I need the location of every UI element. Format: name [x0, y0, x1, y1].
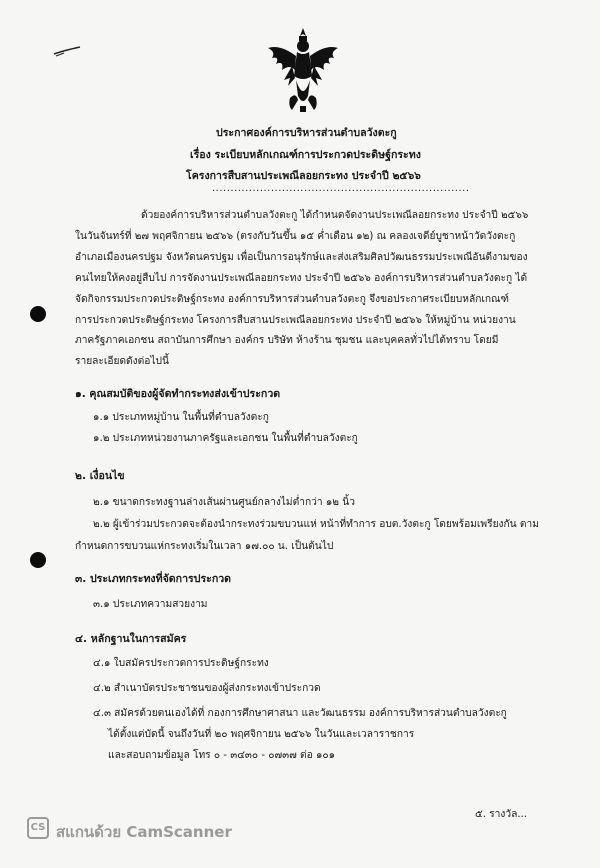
list-item: ๒.๑ ขนาดกระทงฐานล่างเส้นผ่านศูนย์กลางไม่ต่ำกว่า ๑๒ นิ้ว	[93, 497, 355, 508]
list-item: ๔.๒ สำเนาบัตรประชาชนของผู้ส่งกระทงเข้าประกวด	[93, 683, 321, 694]
punch-hole-icon	[30, 552, 46, 568]
section-heading-qualifications: ๑. คุณสมบัติของผู้จัดทำกระทงส่งเข้าประกวด	[75, 388, 281, 400]
section-heading-categories: ๓. ประเภทกระทงที่จัดการประกวด	[75, 573, 232, 585]
intro-line: คนไทยให้คงอยู่สืบไป การจัดงานประเพณีลอยกระทง ประจำปี ๒๕๖๖ องค์การบริหารส่วนตำบลวังตะกู ได้	[75, 273, 528, 284]
intro-line: ด้วยองค์การบริหารส่วนตำบลวังตะกู ได้กำหนดจัดงานประเพณีลอยกระทง ประจำปี ๒๕๖๖	[141, 210, 529, 221]
list-item: ๓.๑ ประเภทความสวยงาม	[93, 599, 208, 610]
section-heading-conditions: ๒. เงื่อนไข	[75, 470, 125, 482]
camscanner-watermark: สแกนด้วย CamScanner	[56, 823, 232, 841]
list-item: ๔.๑ ใบสมัครประกวดการประดิษฐ์กระทง	[93, 658, 269, 669]
camscanner-logo-icon: CS	[27, 817, 49, 839]
list-item-continuation: และสอบถามข้อมูล โทร ๐ - ๓๔๓๐ - ๐๗๓๗ ต่อ ๑๐๑	[108, 750, 336, 761]
garuda-emblem-icon	[262, 26, 344, 116]
list-item-continuation: กำหนดการขบวนแห่กระทงเริ่มในเวลา ๑๗.๐๐ น. เป็นต้นไป	[75, 541, 334, 552]
list-item-continuation: ได้ตั้งแต่บัดนี้ จนถึงวันที่ ๒๐ พฤศจิกายน ๒๕๖๖ ในวันและเวลาราชการ	[108, 729, 415, 740]
intro-line: รายละเอียดดังต่อไปนี้	[75, 356, 169, 367]
pen-mark-icon	[52, 44, 82, 58]
separator-dots: ......................................................................	[212, 183, 470, 194]
list-item: ๑.๒ ประเภทหน่วยงานภาครัฐและเอกชน ในพื้นที่ตำบลวังตะกู	[93, 433, 358, 444]
intro-line: อำเภอเมืองนครปฐม จังหวัดนครปฐม เพื่อเป็นการอนุรักษ์และส่งเสริมศิลปวัฒนธรรมประเพณีอันดีงามของ	[75, 252, 528, 263]
intro-line: ในวันจันทร์ที่ ๒๗ พฤศจิกายน ๒๕๖๖ (ตรงกับวันขึ้น ๑๕ ค่ำเดือน ๑๒) ณ คลองเจดีย์บูชาหน้าวัดวังตะกู	[75, 231, 516, 242]
announcement-title: ประกาศองค์การบริหารส่วนตำบลวังตะกู	[216, 127, 397, 139]
intro-line: ภาครัฐภาคเอกชน สถาบันการศึกษา องค์กร บริษัท ห้างร้าน ชุมชน และบุคคลทั่วไปได้ทราบ โดยมี	[75, 335, 499, 346]
next-page-indicator: ๕. รางวัล...	[475, 809, 528, 820]
list-item: ๒.๒ ผู้เข้าร่วมประกวดจะต้องนำกระทงร่วมขบวนแห่ หน้าที่ทำการ อบต.วังตะกู โดยพร้อมเพรียงกัน ตาม	[93, 519, 539, 530]
punch-hole-icon	[30, 306, 46, 322]
list-item: ๑.๑ ประเภทหมู่บ้าน ในพื้นที่ตำบลวังตะกู	[93, 412, 269, 423]
list-item: ๔.๓ สมัครด้วยตนเองได้ที่ กองการศึกษาศาสนา และวัฒนธรรม องค์การบริหารส่วนตำบลวังตะกู	[93, 708, 507, 719]
intro-line: จัดกิจกรรมประกวดประดิษฐ์กระทง องค์การบริหารส่วนตำบลวังตะกู จึงขอประกาศระเบียบหลักเกณฑ์	[75, 294, 509, 305]
section-heading-documents: ๔. หลักฐานในการสมัคร	[75, 633, 187, 645]
project-title: โครงการสืบสานประเพณีลอยกระทง ประจำปี ๒๕๖๖	[186, 170, 421, 182]
intro-line: การประกวดประดิษฐ์กระทง โครงการสืบสานประเพณีลอยกระทง ประจำปี ๒๕๖๖ ให้หมู่บ้าน หน่วยงาน	[75, 315, 516, 326]
announcement-subject: เรื่อง ระเบียบหลักเกณฑ์การประกวดประดิษฐ์กระทง	[190, 149, 421, 161]
